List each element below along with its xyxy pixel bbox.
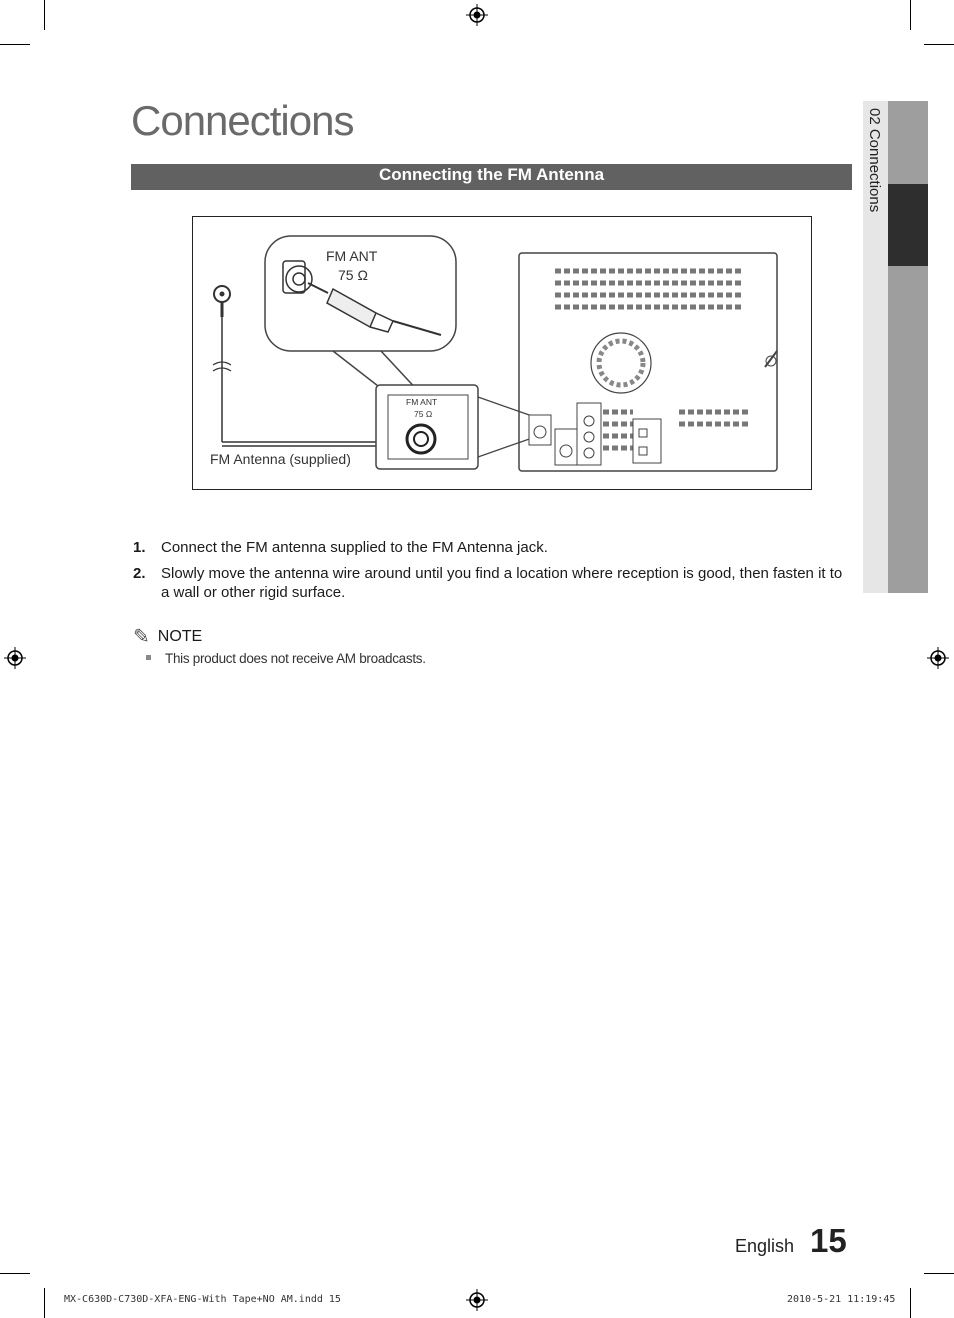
page-title: Connections <box>131 97 354 144</box>
slug-file-name: MX-C630D-C730D-XFA-ENG-With Tape+NO AM.indd 15 <box>64 1294 341 1305</box>
callout-label: FM ANT <box>326 248 378 264</box>
crop-mark <box>924 1273 954 1274</box>
rear-panel-icon <box>519 253 777 471</box>
callout-impedance: 75 Ω <box>338 267 368 283</box>
crop-mark <box>44 1288 45 1318</box>
registration-mark-icon <box>4 647 26 669</box>
registration-mark-icon <box>466 1289 488 1311</box>
list-item <box>133 538 853 557</box>
crop-mark <box>924 44 954 45</box>
note-heading-text: NOTE <box>157 628 203 645</box>
registration-mark-icon <box>466 4 488 26</box>
note-item-text: This product does not receive AM broadcasts. <box>165 651 426 666</box>
slug-timestamp: 2010-5-21 11:19:45 <box>787 1294 896 1305</box>
crop-mark <box>0 44 30 45</box>
jack-impedance: 75 Ω <box>414 409 433 419</box>
step-text: Slowly move the antenna wire around until you find a location where reception is good, then fasten it to a wall or other rigid surface. <box>161 565 843 601</box>
step-number: 1. <box>133 539 146 556</box>
side-tab-column <box>888 101 928 593</box>
crop-mark <box>44 0 45 30</box>
side-tab-active-marker <box>888 184 928 266</box>
crop-mark <box>910 0 911 30</box>
list-item <box>133 564 853 602</box>
pencil-icon: ✎ <box>133 626 150 648</box>
diagram-illustration <box>193 217 813 491</box>
registration-mark-icon <box>927 647 949 669</box>
bullet-icon <box>146 655 151 660</box>
jack-label: FM ANT <box>406 397 438 407</box>
note-item <box>146 651 426 666</box>
instruction-steps <box>133 538 853 609</box>
step-text: Connect the FM antenna supplied to the FM Antenna jack. <box>161 539 548 556</box>
crop-mark <box>910 1288 911 1318</box>
footer-language: English <box>735 1236 795 1256</box>
page-number: 15 <box>810 1222 847 1259</box>
crop-mark <box>0 1273 30 1274</box>
antenna-caption: FM Antenna (supplied) <box>210 451 351 467</box>
step-number: 2. <box>133 565 146 582</box>
note-heading <box>133 624 202 649</box>
section-heading: Connecting the FM Antenna <box>131 164 852 190</box>
side-tab-chapter-label: 02 Connections <box>866 108 883 213</box>
antenna-connection-diagram <box>192 216 812 490</box>
